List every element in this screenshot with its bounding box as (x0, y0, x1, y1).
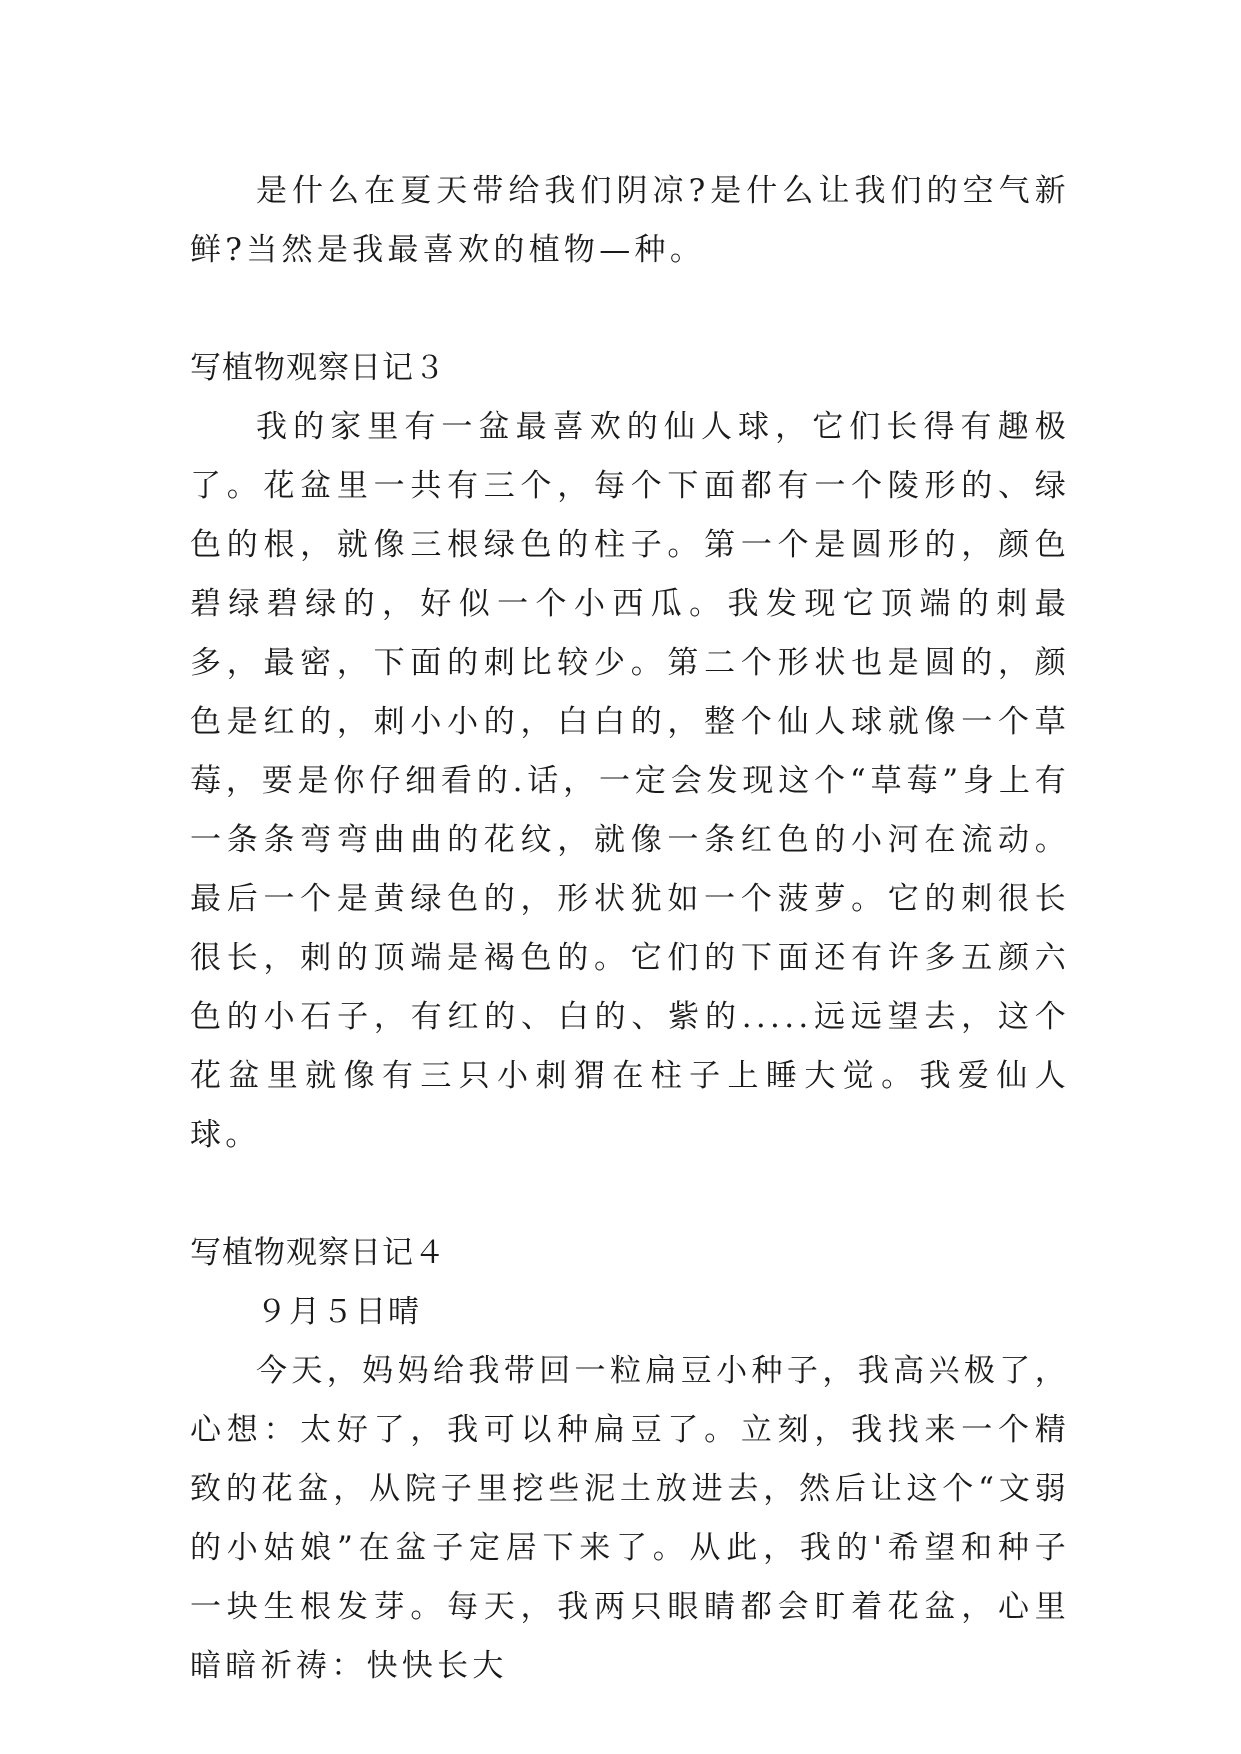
section-3-paragraph: 我的家里有一盆最喜欢的仙人球，它们长得有趣极了。花盆里一共有三个，每个下面都有一个陵形的、绿色的根，就像三根绿色的柱子。第一个是圆形的，颜色碧绿碧绿的，好似一个小西瓜。我发现它顶端的刺最多，最密，下面的刺比较少。第二个形状也是圆的，颜色是红的，刺小小的，白白的，整个仙人球就像一个草莓，要是你仔细看的.话，一定会发现这个“草莓”身上有一条条弯弯曲曲的花纹，就像一条红色的小河在流动。最后一个是黄绿色的，形状犹如一个菠萝。它的刺很长很长，刺的顶端是褐色的。它们的下面还有许多五颜六色的小石子，有红的、白的、紫的.....远远望去，这个花盆里就像有三只小刺猬在柱子上睡大觉。我爱仙人球。 (190, 409, 1070, 1153)
section-4-date: ９月５日晴 (256, 1294, 421, 1330)
section-4-title: 写植物观察日记４ (190, 1235, 446, 1271)
section-spacer (190, 280, 1070, 339)
section-3-title: 写植物观察日记３ (190, 350, 446, 386)
document-body (190, 162, 1070, 1696)
section-spacer (190, 1165, 1070, 1224)
section-4-paragraph: 今天，妈妈给我带回一粒扁豆小种子，我高兴极了，心想：太好了，我可以种扁豆了。立刻，我找来一个精致的花盆，从院子里挖些泥土放进去，然后让这个“文弱的小姑娘”在盆子定居下来了。从此，我的'希望和种子一块生根发芽。每天，我两只眼睛都会盯着花盆，心里暗暗祈祷：快快长大 (190, 1353, 1070, 1684)
section-2-tail-paragraph: 是什么在夏天带给我们阴凉?是什么让我们的空气新鲜?当然是我最喜欢的植物—种。 (190, 173, 1070, 268)
